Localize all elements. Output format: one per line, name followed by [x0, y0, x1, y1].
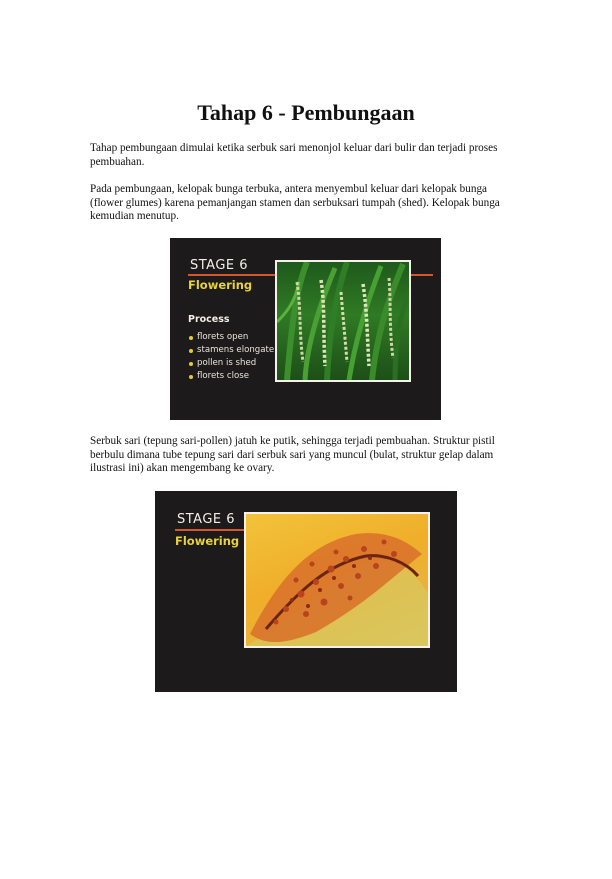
stage-subtitle: Flowering	[188, 278, 253, 292]
bullet-icon	[189, 349, 193, 353]
bullet-icon	[189, 375, 193, 379]
stage-6-slide-process	[170, 238, 441, 420]
intro-paragraph: Tahap pembungaan dimulai ketika serbuk sari menonjol keluar dari bulir dan terjadi proses pembuahan.	[90, 142, 498, 168]
stage-label: STAGE 6	[177, 512, 236, 527]
stage-6-slide-pollen	[155, 491, 457, 692]
process-steps-list	[189, 331, 274, 383]
rice-plants-illustration	[277, 262, 409, 380]
accent-rule	[175, 529, 245, 531]
page-title: Tahap 6 - Pembungaan	[197, 100, 415, 125]
stage-label: STAGE 6	[190, 258, 249, 273]
process-step: pollen is shed	[189, 357, 274, 370]
process-heading: Process	[188, 314, 230, 325]
flowering-paragraph: Pada pembungaan, kelopak bunga terbuka, antera menyembul keluar dari kelopak bunga (flower glumes) karena pemanjangan stamen dan serbuksari tumpah (shed). Kelopak bunga kemudian menutup.	[90, 183, 500, 222]
bullet-icon	[189, 336, 193, 340]
process-step: florets open	[189, 331, 274, 344]
process-step: florets close	[189, 370, 274, 383]
pollination-paragraph: Serbuk sari (tepung sari-pollen) jatuh ke putik, sehingga terjadi pembuahan. Struktur pistil berbulu dimana tube tepung sari dari serbuk sari yang muncul (bulat, struktur gelap dalam ilustrasi ini) akan mengembang ke ovary.	[90, 435, 495, 474]
pistil-illustration	[246, 514, 428, 646]
pistil-pollen-photo	[244, 512, 430, 648]
stage-subtitle: Flowering	[175, 534, 240, 548]
bullet-icon	[189, 362, 193, 366]
process-step: stamens elongate	[189, 344, 274, 357]
rice-panicle-photo	[275, 260, 411, 382]
